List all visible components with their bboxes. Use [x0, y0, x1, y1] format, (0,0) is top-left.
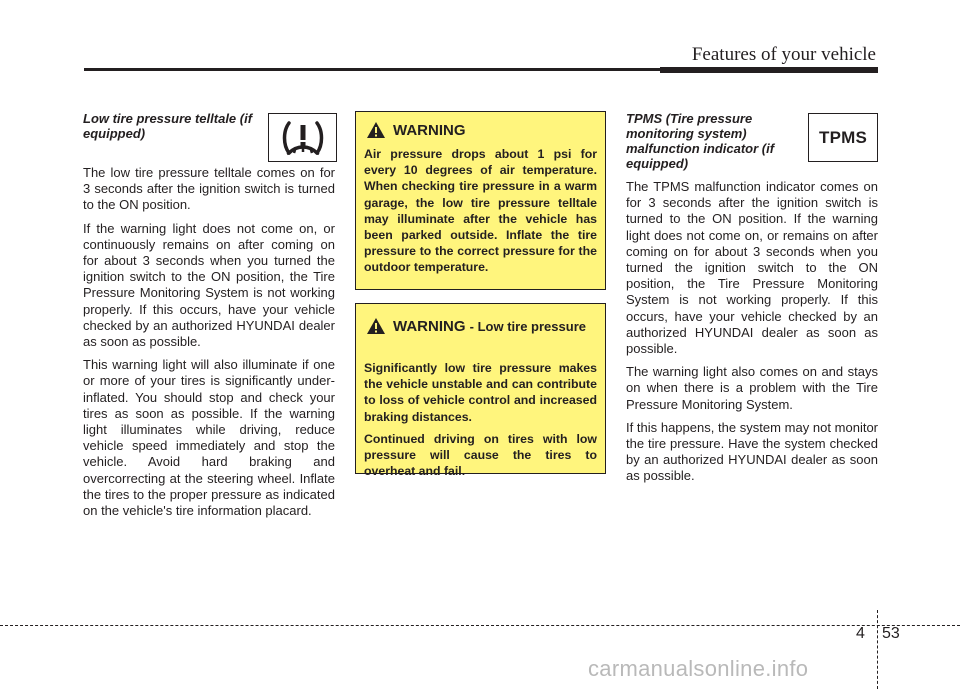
- watermark: carmanualsonline.info: [588, 656, 809, 681]
- paragraph: The TPMS malfunction indicator comes on for 3 seconds after the ignition switch is turned to the ON position. If the warning light does not come on, or remains on after coming on for about 3 seconds when you turned the ignition switch to the ON position, the Tire Pressure Monitoring System is not working properly. If this occurs, have your vehicle checked by an authorized HYUNDAI dealer as soon as possible.: [626, 179, 878, 357]
- section-title: Features of your vehicle: [691, 44, 876, 65]
- warning-text: Continued driving on tires with low pressure will cause the tires to overheat and fail.: [364, 431, 597, 479]
- warning-subtitle: - Low tire pressure: [469, 319, 586, 334]
- warning-box-air-pressure: [355, 111, 606, 290]
- warning-text: Significantly low tire pressure makes the vehicle unstable and can contribute to loss of vehicle control and increased braking distances.: [364, 361, 597, 424]
- tpms-icon-label: TPMS: [818, 127, 868, 147]
- warning-triangle-icon: [367, 318, 385, 334]
- tpms-indicator-icon: [808, 113, 878, 162]
- header-rule-accent: [660, 67, 878, 73]
- warning-title: WARNING: [393, 122, 466, 139]
- paragraph: The warning light also comes on and stays on when there is a problem with the Tire Pressure Monitoring System.: [626, 364, 878, 412]
- section-number: 4: [856, 625, 865, 642]
- warning-triangle-icon: [367, 122, 385, 138]
- warning-text: Air pressure drops about 1 psi for every 10 degrees of air temperature. When checking tire pressure in a warm garage, the low tire pressure telltale may illuminate after the vehicle has been parked outside. Inflate the tire pressure to the correct pressure for the outdoor temperature.: [364, 147, 597, 275]
- paragraph: The low tire pressure telltale comes on for 3 seconds after the ignition switch is turned to the ON position.: [83, 165, 335, 213]
- page-number: 53: [882, 625, 900, 642]
- footer-page-divider: [877, 610, 878, 689]
- tire-pressure-telltale-icon: [268, 113, 337, 162]
- paragraph: If this happens, the system may not monitor the tire pressure. Have the system checked by an authorized HYUNDAI dealer as soon as possible.: [626, 419, 878, 484]
- paragraph: If the warning light does not come on, or continuously remains on after coming on for about 3 seconds when you turned the ignition switch to the ON position, the Tire Pressure Monitoring System is not working properly. If this occurs, have your vehicle checked by an authorized HYUNDAI dealer as soon as possible.: [83, 220, 335, 350]
- paragraph: This warning light will also illuminate if one or more of your tires is significantly under-inflated. You should stop and check your tires as soon as possible. If the warning light illuminates while driving, reduce vehicle speed immediately and stop the vehicle. Avoid hard braking and overcorrecting at the steering wheel. Inflate the tires to the proper pressure as indicated on the vehicle's tire information placard.: [83, 357, 335, 519]
- left-column: [83, 111, 335, 526]
- right-column: [626, 111, 878, 492]
- footer-divider: [0, 625, 960, 626]
- warning-box-low-tire-pressure: [355, 303, 606, 479]
- low-tire-pressure-subheading: Low tire pressure telltale (if equipped): [83, 111, 253, 141]
- warning-title: WARNING: [393, 318, 466, 335]
- tpms-subheading: TPMS (Tire pressure monitoring system) malfunction indicator (if equipped): [626, 111, 775, 171]
